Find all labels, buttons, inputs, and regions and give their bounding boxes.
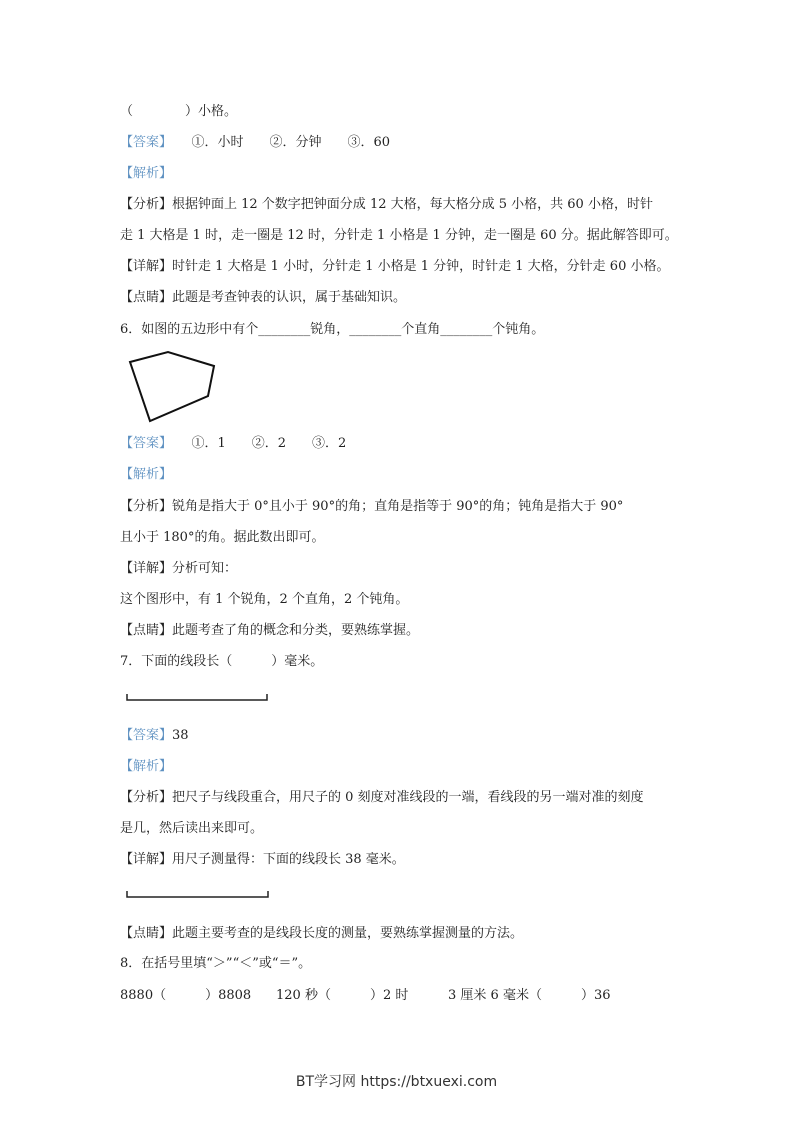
analysis-label: 【解析】 — [120, 467, 173, 482]
q5-xiangjie: 【详解】时针走 1 大格是 1 小时，分针走 1 小格是 1 分钟，时针走 1 大格，分针走 60 小格。 — [120, 259, 670, 274]
q6-answer — [120, 435, 346, 453]
answer-label: 【答案】 — [120, 728, 173, 743]
q5-fenxi-1: 【分析】根据钟面上 12 个数字把钟面分成 12 大格，每大格分成 5 小格，共 60 小格，时针 — [120, 197, 653, 212]
answer-text: 38 — [172, 728, 189, 743]
answer-text: ①．1 ②．2 ③．2 — [165, 436, 347, 451]
analysis-label: 【解析】 — [120, 759, 173, 774]
q5-tail: （ ）小格。 — [120, 104, 238, 119]
q7-xiangjie: 【详解】用尺子测量得：下面的线段长 38 毫米。 — [120, 852, 405, 867]
q6-fenxi-2: 且小于 180°的角。据此数出即可。 — [120, 530, 325, 545]
q5-fenxi-2: 走 1 大格是 1 时，走一圈是 12 时，分针走 1 小格是 1 分钟，走一圈是 60 分。据此解答即可。 — [120, 228, 678, 243]
q5-dianjing: 【点睛】此题是考查钟表的认识，属于基础知识。 — [120, 290, 407, 305]
q6-dianjing: 【点睛】此题考查了角的概念和分类，要熟练掌握。 — [120, 623, 420, 638]
q8-item-3: 3 厘米 6 毫米（ ）36 — [448, 988, 611, 1003]
analysis-label: 【解析】 — [120, 166, 173, 181]
q6-xiangjie-1: 【详解】分析可知： — [120, 561, 238, 576]
q7-fenxi-2: 是几，然后读出来即可。 — [120, 821, 264, 836]
line-segment-figure — [127, 694, 267, 700]
q7-dianjing: 【点睛】此题主要考查的是线段长度的测量，要熟练掌握测量的方法。 — [120, 926, 524, 941]
answer-label: 【答案】 — [120, 135, 166, 150]
answer-label: 【答案】 — [120, 436, 166, 451]
q6-xiangjie-2: 这个图形中，有 1 个锐角，2 个直角，2 个钝角。 — [120, 592, 409, 607]
q8-item-2: 120 秒（ ）2 时 — [276, 988, 409, 1003]
q6-question: 6．如图的五边形中有个________锐角，________个直角________个钝角。 — [120, 322, 545, 337]
q7-answer — [120, 727, 189, 745]
q8-question: 8．在括号里填“＞”“＜”或“＝”。 — [120, 956, 312, 971]
answer-text: ①．小时 ②．分钟 ③．60 — [165, 135, 391, 150]
q6-fenxi-1: 【分析】锐角是指大于 0°且小于 90°的角；直角是指等于 90°的角；钝角是指大于 90° — [120, 499, 624, 514]
q8-item-1: 8880（ ）8808 — [120, 988, 252, 1003]
line-segment-figure-2 — [127, 891, 268, 897]
q7-question: 7．下面的线段长（ ）毫米。 — [120, 654, 324, 669]
pentagon-figure — [130, 352, 214, 421]
footer-watermark: BT学习网 https://btxuexi.com — [295, 1074, 498, 1090]
q7-fenxi-1: 【分析】把尺子与线段重合，用尺子的 0 刻度对准线段的一端，看线段的另一端对准的刻度 — [120, 790, 644, 805]
